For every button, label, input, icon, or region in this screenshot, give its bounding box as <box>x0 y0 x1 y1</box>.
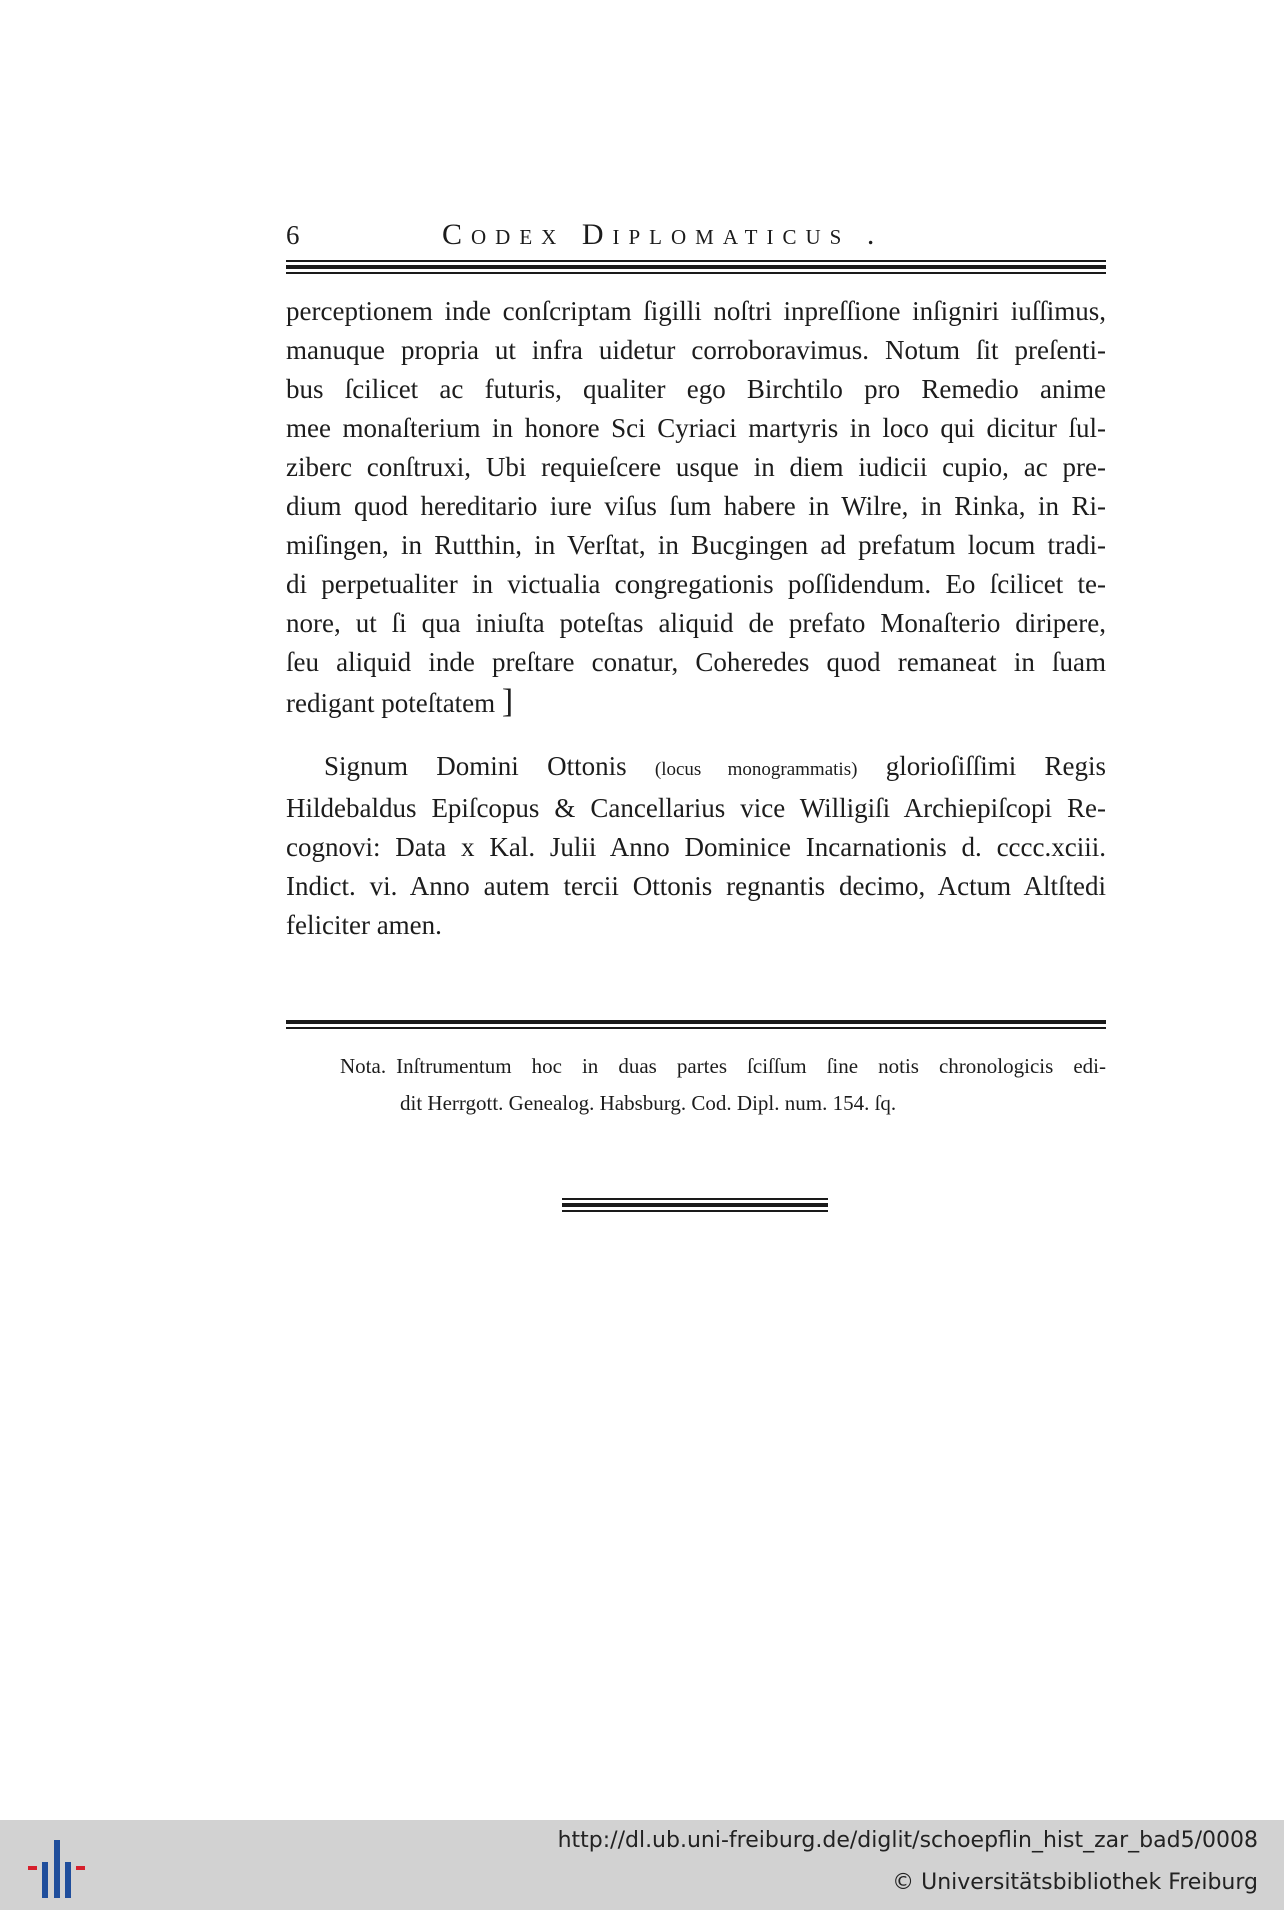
charter-text <box>286 292 1106 945</box>
signum-line: Indict. vi. Anno autem tercii Ottonis regnantis decimo, Actum Altſtedi <box>286 871 1106 901</box>
footnote-text: Inſtrumentum hoc in duas partes ſciſſum ſine notis chronologicis edi- <box>396 1054 1106 1078</box>
end-rule-middle <box>562 1203 828 1207</box>
text-line: manuque propria ut infra uidetur corroboravimus. Notum ſit preſenti- <box>286 335 1106 365</box>
closing-bracket: ] <box>501 683 514 720</box>
text-line-last-words: redigant poteſtatem <box>286 688 496 718</box>
text-line: perceptionem inde conſcriptam ſigilli noſtri inpreſſione inſigniri iuſſimus, <box>286 296 1106 326</box>
signum-text-a: Signum Domini Ottonis <box>324 751 627 781</box>
monogram-placeholder: (locus monogrammatis) <box>654 759 858 780</box>
header-rule-thick <box>286 265 1106 269</box>
text-line-last <box>286 682 1106 723</box>
page-number: 6 <box>286 220 300 250</box>
footnote-label: Nota. <box>340 1054 387 1078</box>
copyright-text: © Universitätsbibliothek Freiburg <box>892 1870 1258 1895</box>
header-rule-thin-lower <box>286 272 1106 274</box>
running-title: Codex Diplomaticus . <box>442 218 884 251</box>
footnote-line <box>340 1048 1106 1085</box>
signum-line-last: feliciter amen. <box>286 910 442 940</box>
ub-freiburg-logo-icon[interactable] <box>28 1832 88 1898</box>
text-line: di perpetualiter in victualia congregationis poſſidendum. Eo ſcilicet te- <box>286 569 1106 599</box>
text-line: ſeu aliquid inde preſtare conatur, Coheredes quod remaneat in ſuam <box>286 647 1106 677</box>
end-rule-top <box>562 1198 828 1200</box>
text-line: miſingen, in Rutthin, in Verſtat, in Bucgingen ad prefatum locum tradi- <box>286 530 1106 560</box>
signum-line <box>286 747 1106 789</box>
page-header <box>286 214 1106 254</box>
footnote-line-cont: dit Herrgott. Genealog. Habsburg. Cod. Dipl. num. 154. ſq. <box>400 1091 897 1115</box>
permalink-url[interactable]: http://dl.ub.uni-freiburg.de/diglit/schoepflin_hist_zar_bad5/0008 <box>557 1828 1258 1853</box>
text-line: bus ſcilicet ac futuris, qualiter ego Birchtilo pro Remedio anime <box>286 374 1106 404</box>
signum-text-b: glorioſiſſimi Regis <box>885 751 1106 781</box>
section-rule-thick <box>286 1020 1106 1024</box>
end-rule-bottom <box>562 1210 828 1212</box>
text-line: dium quod hereditario iure viſus ſum habere in Wilre, in Rinka, in Ri- <box>286 491 1106 521</box>
viewer-footer <box>0 1820 1284 1910</box>
footnote <box>340 1048 1106 1122</box>
signum-line: cognovi: Data x Kal. Julii Anno Dominice Incarnationis d. cccc.xciii. <box>286 832 1106 862</box>
text-line: ziberc conſtruxi, Ubi requieſcere usque in diem iudicii cupio, ac pre- <box>286 452 1106 482</box>
signum-line: Hildebaldus Epiſcopus & Cancellarius vice Willigiſi Archiepiſcopi Re- <box>286 793 1106 823</box>
text-line: nore, ut ſi qua iniuſta poteſtas aliquid de prefato Monaſterio diripere, <box>286 608 1106 638</box>
text-line: mee monaſterium in honore Sci Cyriaci martyris in loco qui dicitur ſul- <box>286 413 1106 443</box>
header-rule-thin <box>286 260 1106 262</box>
section-rule-thin <box>286 1027 1106 1029</box>
